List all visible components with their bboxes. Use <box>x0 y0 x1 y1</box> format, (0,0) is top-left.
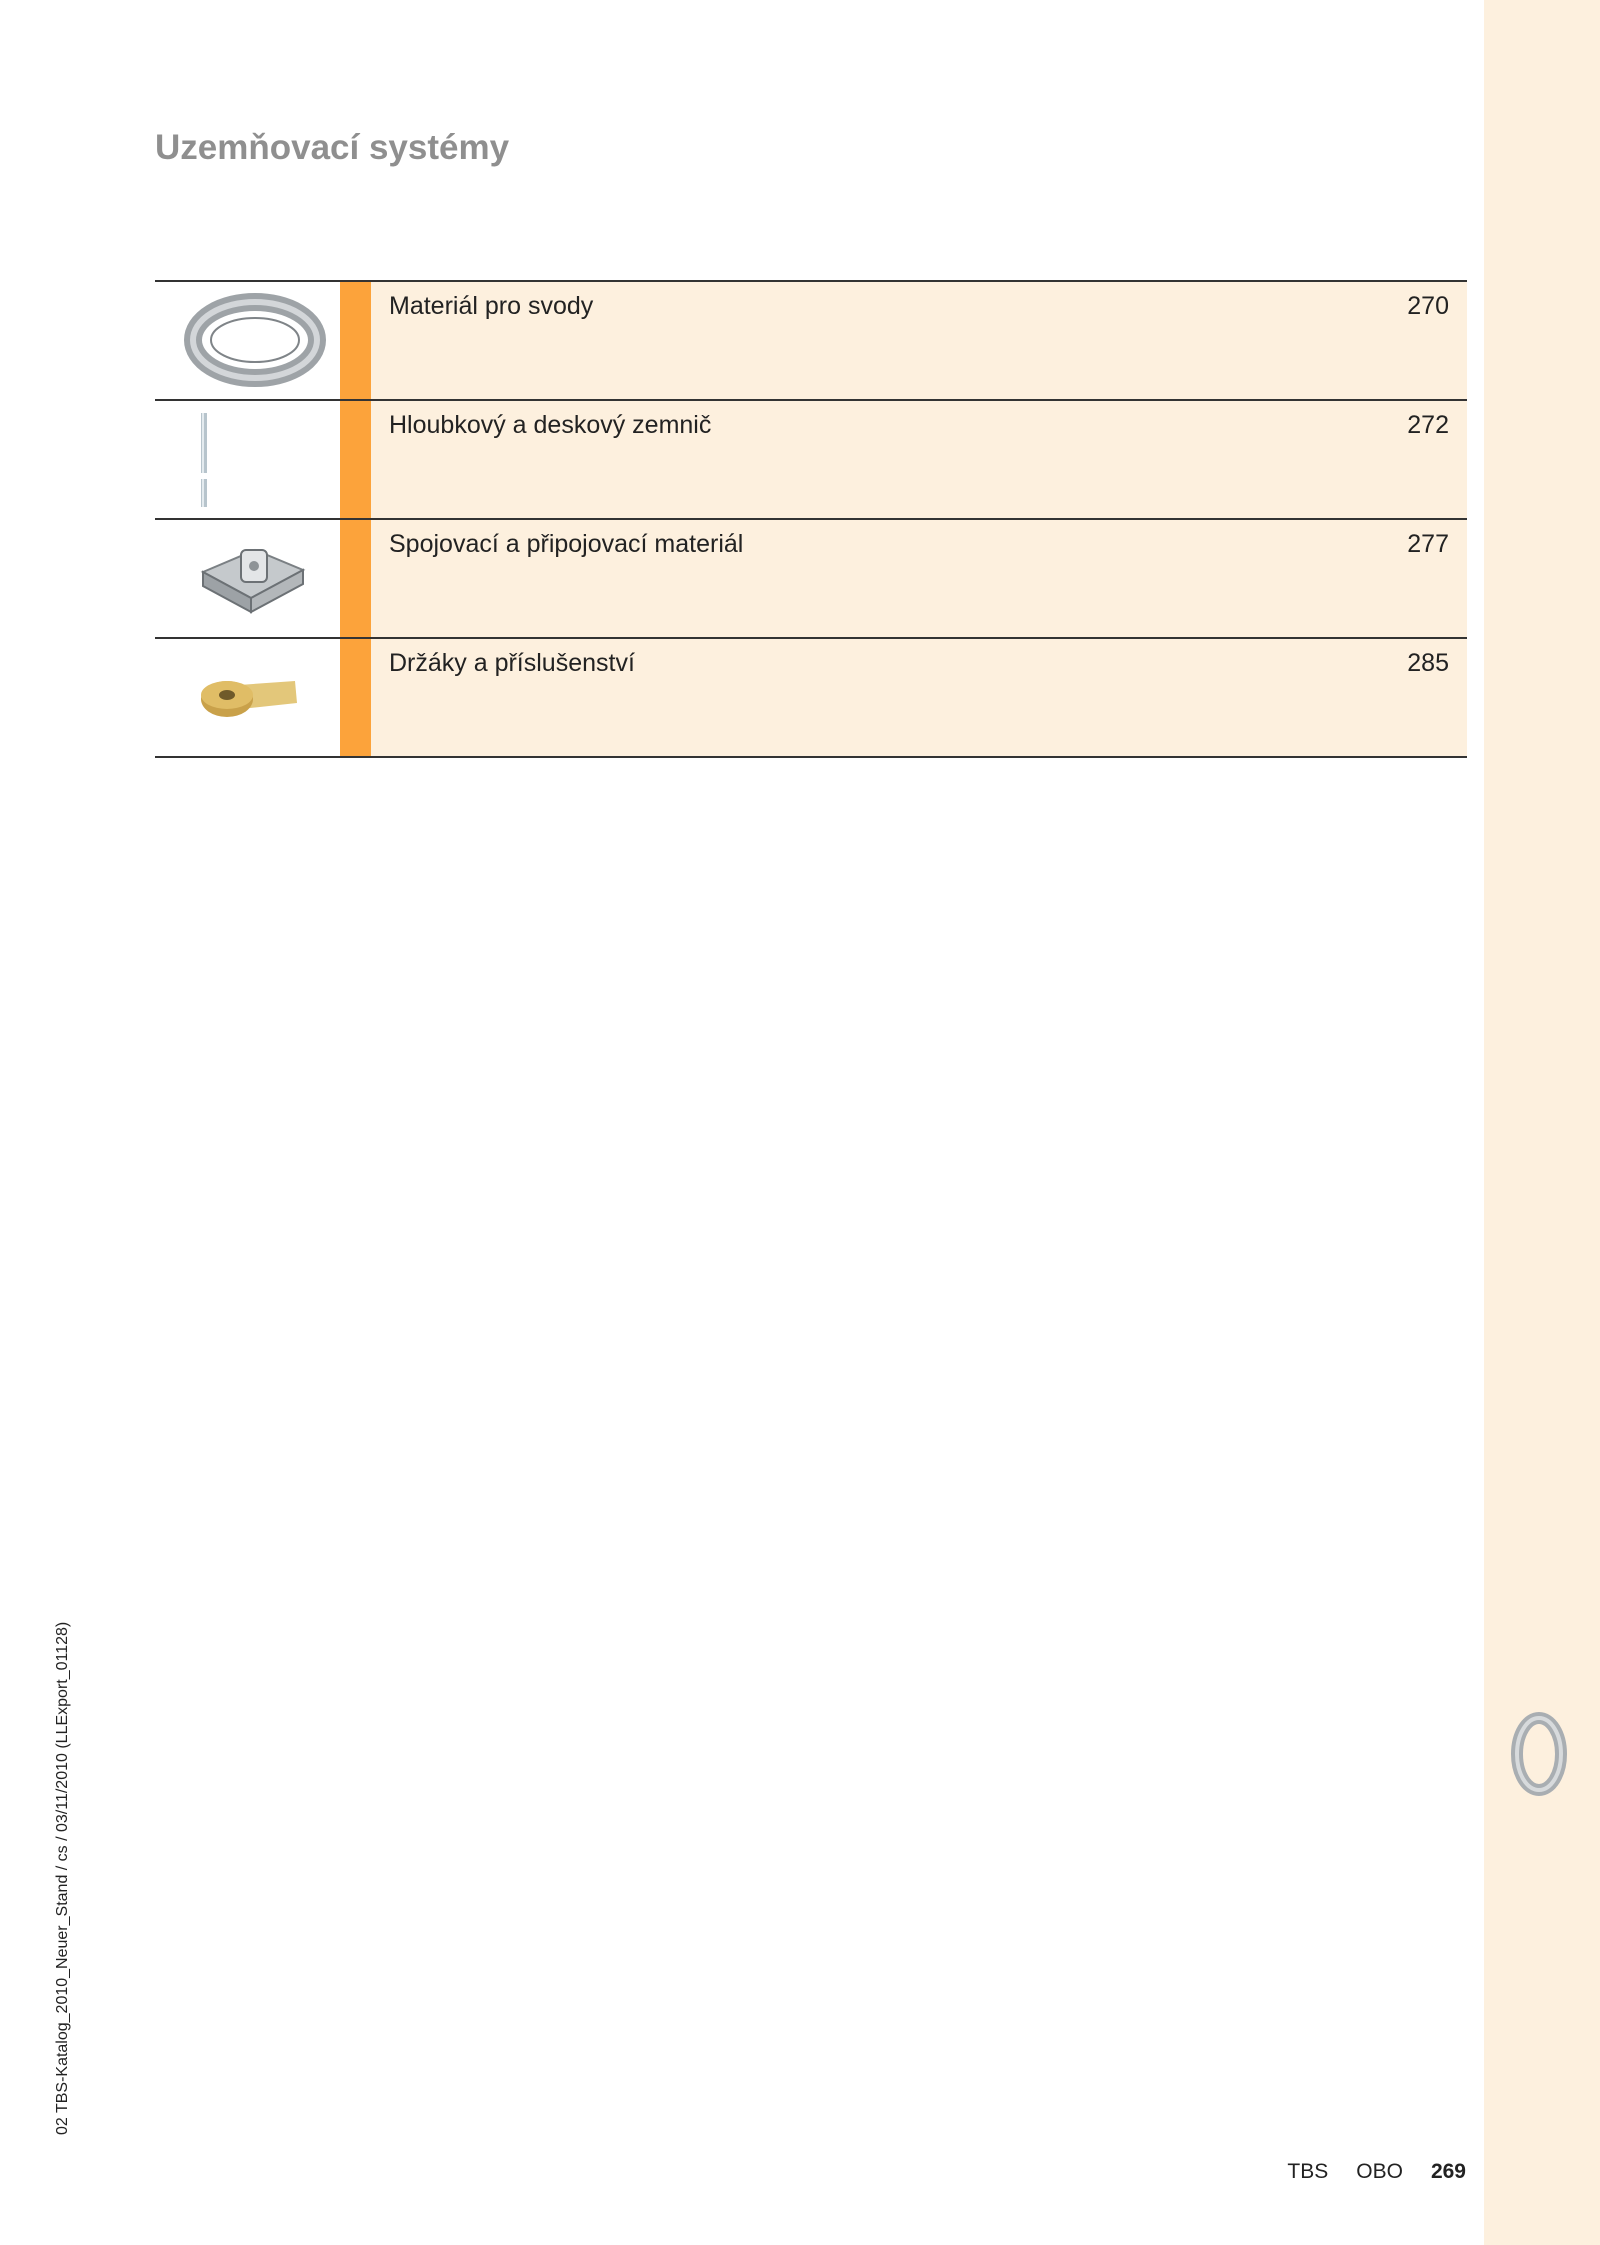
toc-row-page[interactable]: 270 <box>1407 292 1449 320</box>
side-note: 02 TBS-Katalog_2010_Neuer_Stand / cs / 03/11/2010 (LLExport_01128) <box>54 1621 71 2135</box>
page-title: Uzemňovací systémy <box>155 128 510 167</box>
footer-brand-tbs: TBS <box>1287 2160 1329 2183</box>
accent-bar <box>340 639 371 756</box>
toc-row-label[interactable]: Hloubkový a deskový zemnič <box>389 411 712 439</box>
accent-bar <box>340 520 371 637</box>
strip-coil-icon <box>155 282 340 399</box>
accent-bar <box>340 401 371 518</box>
right-color-band <box>1484 0 1600 2245</box>
table-of-contents <box>155 280 1467 758</box>
toc-row-label[interactable]: Materiál pro svody <box>389 292 594 320</box>
toc-row[interactable] <box>155 637 1467 758</box>
toc-row-page[interactable]: 285 <box>1407 649 1449 677</box>
toc-row[interactable] <box>155 399 1467 518</box>
earth-rod-icon <box>155 401 340 518</box>
strip-coil-side-icon <box>1510 1712 1568 1796</box>
toc-row[interactable] <box>155 280 1467 399</box>
tape-roll-icon <box>155 639 340 756</box>
toc-row-body <box>371 401 1467 518</box>
toc-row-page[interactable]: 272 <box>1407 411 1449 439</box>
clamp-connector-icon <box>155 520 340 637</box>
toc-row[interactable] <box>155 518 1467 637</box>
toc-row-body <box>371 282 1467 399</box>
toc-row-body <box>371 520 1467 637</box>
page-footer <box>1287 2160 1466 2184</box>
toc-row-label[interactable]: Držáky a příslušenství <box>389 649 635 677</box>
page-number: 269 <box>1430 2160 1466 2183</box>
toc-row-page[interactable]: 277 <box>1407 530 1449 558</box>
footer-brand-obo: OBO <box>1356 2160 1403 2183</box>
toc-row-body <box>371 639 1467 756</box>
toc-row-label[interactable]: Spojovací a připojovací materiál <box>389 530 744 558</box>
accent-bar <box>340 282 371 399</box>
